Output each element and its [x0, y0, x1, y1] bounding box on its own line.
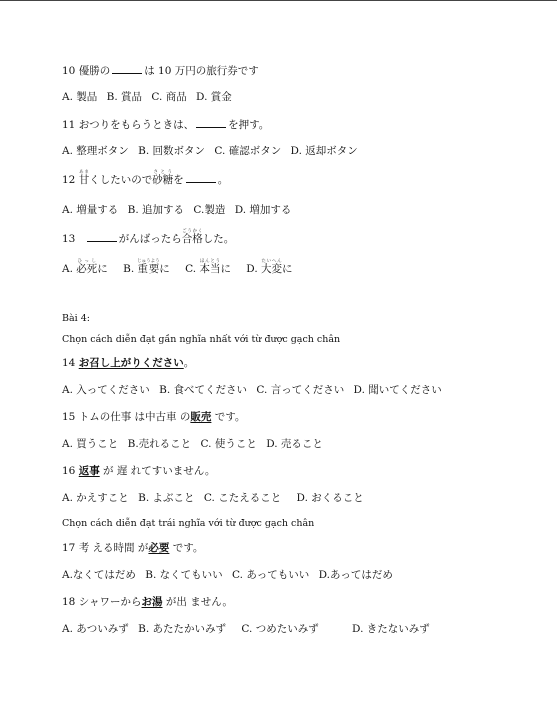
option-b: B.売れること — [127, 438, 192, 450]
option-d: D. 賞金 — [196, 91, 232, 103]
question-number: 10 — [62, 65, 76, 77]
top-border — [0, 0, 557, 1]
option-d: D. 大変たいへんに — [246, 259, 293, 275]
question-12 — [62, 170, 228, 187]
question-number: 11 — [62, 119, 76, 131]
question-number: 18 — [62, 596, 76, 608]
question-text-pre: 優勝の — [78, 65, 111, 77]
question-text-post: が 遅 れてすいません。 — [99, 465, 216, 477]
options-15 — [62, 437, 323, 451]
option-b: B. 追加する — [127, 204, 185, 216]
options-14 — [62, 383, 442, 397]
option-d: D. 売ること — [266, 438, 323, 450]
option-b: B. あたたかいみず — [138, 623, 227, 635]
option-d: D. 聞いてください — [353, 384, 442, 396]
option-c: C. 本当ほんとうに — [185, 259, 231, 275]
question-number: 16 — [62, 465, 76, 477]
option-d: D. きたないみず — [352, 623, 430, 635]
answer-blank — [87, 231, 117, 242]
question-16 — [62, 464, 215, 478]
question-number: 13 — [62, 233, 76, 245]
ruby-word: 甘あま — [78, 170, 90, 186]
question-text-pre: おつりをもらうときは、 — [78, 119, 195, 131]
ruby-word: 合格ごうかく — [181, 229, 203, 245]
question-text-mid: くしたいので — [89, 174, 153, 186]
option-b: B. なくてもいい — [145, 569, 223, 581]
option-c: C. つめたいみず — [241, 623, 319, 635]
question-18 — [62, 595, 233, 609]
option-d: D.あってはだめ — [318, 569, 393, 581]
option-b: B. 重要じゅうように — [123, 259, 170, 275]
option-d: D. 返却ボタン — [290, 145, 358, 157]
question-text-post: は 10 万円の旅行券です — [144, 65, 259, 77]
option-a: A. 製品 — [62, 91, 98, 103]
question-15 — [62, 410, 245, 424]
option-b: B. 賞品 — [106, 91, 143, 103]
answer-blank — [112, 63, 142, 74]
question-text-pre: トムの仕事 は中古車 の — [78, 411, 191, 423]
option-c: C.製造 — [193, 204, 226, 216]
option-a: A.なくてはだめ — [62, 569, 136, 581]
option-d: D. 増加する — [234, 204, 292, 216]
option-c: C. こたえること — [203, 492, 282, 504]
options-10 — [62, 90, 232, 104]
section-title: Bài 4: — [62, 313, 90, 324]
question-number: 17 — [62, 542, 76, 554]
option-a: A. 必死ひっしに — [62, 259, 108, 275]
question-14 — [62, 356, 194, 370]
option-b: B. よぶこと — [138, 492, 195, 504]
option-b: B. 回数ボタン — [138, 145, 206, 157]
section-instruction-antonym: Chọn cách diễn đạt trái nghĩa với từ được gạch chân — [62, 518, 315, 529]
option-a: A. あついみず — [62, 623, 129, 635]
underlined-target: 必要 — [148, 542, 170, 554]
question-text-post: です。 — [211, 411, 246, 423]
options-13 — [62, 259, 293, 276]
question-11 — [62, 117, 269, 132]
option-c: C. 商品 — [151, 91, 187, 103]
options-18 — [62, 622, 430, 636]
question-text-post: を — [173, 174, 184, 186]
option-b: B. 食べてください — [159, 384, 248, 396]
question-number: 15 — [62, 411, 76, 423]
section-instruction: Chọn cách diễn đạt gần nghĩa nhất với từ được gạch chân — [62, 334, 341, 345]
option-c: C. 使うこと — [200, 438, 257, 450]
option-a: A. 買うこと — [62, 438, 119, 450]
question-17 — [62, 541, 203, 555]
options-16 — [62, 491, 364, 505]
question-text-post: した。 — [202, 233, 235, 245]
question-10 — [62, 63, 259, 78]
question-text-pre: シャワーから — [78, 596, 142, 608]
option-a: A. 増量する — [62, 204, 119, 216]
underlined-target: 返事 — [78, 465, 100, 477]
options-17 — [62, 568, 393, 582]
answer-blank — [186, 172, 216, 183]
option-d: D. おくること — [296, 492, 364, 504]
option-a: A. 整理ボタン — [62, 145, 129, 157]
question-13 — [62, 229, 234, 246]
option-a: A. かえすこと — [62, 492, 129, 504]
question-text-post: を押す。 — [228, 119, 270, 131]
question-number: 14 — [62, 357, 76, 369]
question-end: 。 — [217, 174, 229, 186]
option-c: C. あってもいい — [232, 569, 310, 581]
answer-blank — [196, 117, 226, 128]
underlined-target: 販売 — [190, 411, 212, 423]
question-text-mid: がんばったら — [118, 233, 182, 245]
option-a: A. 入ってください — [62, 384, 150, 396]
question-end: 。 — [183, 357, 195, 369]
ruby-word: 砂糖さとう — [152, 170, 174, 186]
question-text-post: が出 ません。 — [162, 596, 233, 608]
question-text-pre: 考 える時間 が — [78, 542, 149, 554]
option-c: C. 確認ボタン — [214, 145, 282, 157]
option-c: C. 言ってください — [256, 384, 345, 396]
underlined-target: お召し上がりください — [78, 357, 184, 369]
options-12 — [62, 203, 291, 217]
underlined-target: お湯 — [141, 596, 163, 608]
question-text-post: です。 — [169, 542, 204, 554]
question-number: 12 — [62, 174, 76, 186]
options-11 — [62, 144, 358, 158]
